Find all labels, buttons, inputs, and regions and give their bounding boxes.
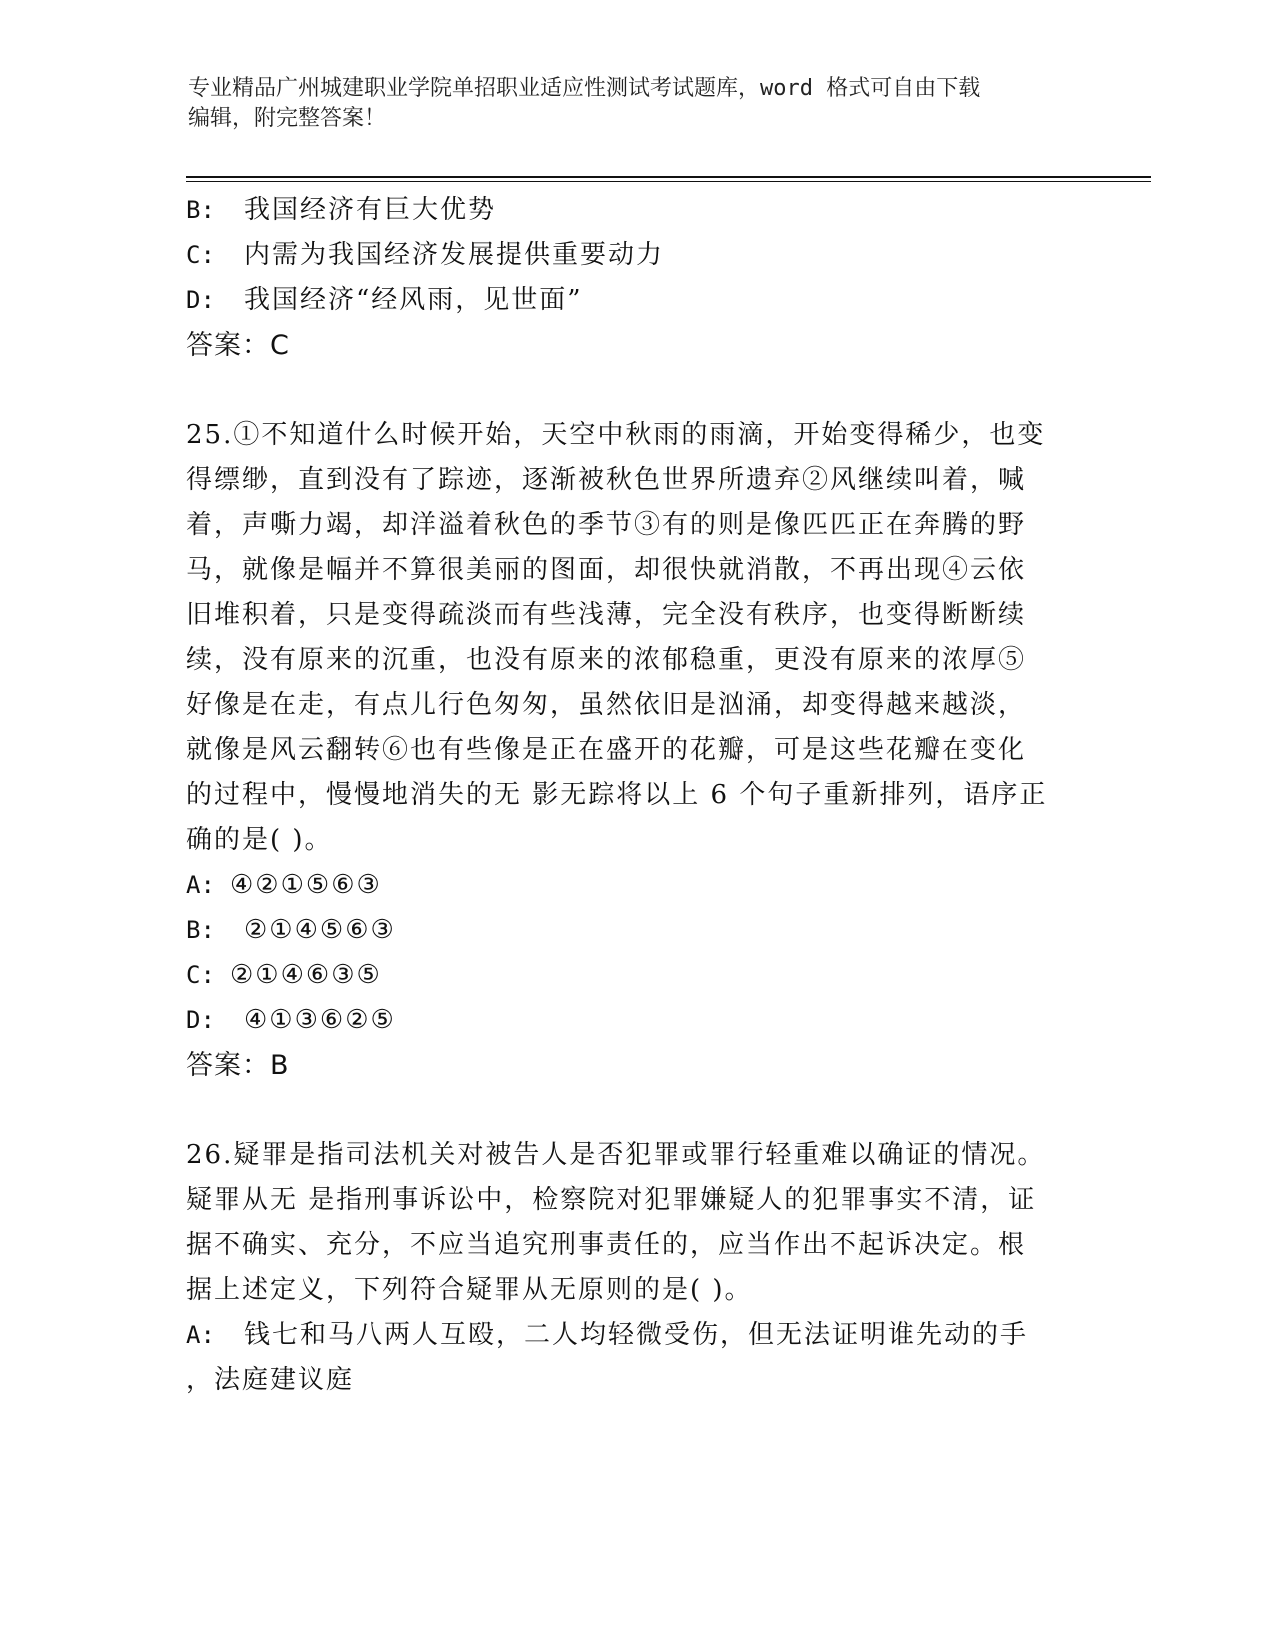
q26-stem-line: 据上述定义，下列符合疑罪从无原则的是( )。: [186, 1275, 753, 1305]
q26-stem-line: 疑罪从无 是指刑事诉讼中，检察院对犯罪嫌疑人的犯罪事实不清，证: [186, 1185, 1037, 1215]
q26-stem-line: 据不确实、充分，不应当追究刑事责任的，应当作出不起诉决定。根: [186, 1230, 1027, 1260]
option-text: ②①④⑥③⑤: [230, 960, 382, 990]
q25-stem-line: 就像是风云翻转⑥也有些像是正在盛开的花瓣，可是这些花瓣在变化: [186, 735, 1027, 765]
q25-stem-line: 旧堆积着，只是变得疏淡而有些浅薄，完全没有秩序，也变得断断续: [186, 600, 1027, 630]
document-body: [186, 188, 1086, 1403]
q25-option-c: [186, 953, 1086, 998]
option-text: 我国经济有巨大优势: [244, 195, 497, 225]
q24-answer: 答案：C: [186, 330, 290, 361]
page-header: [188, 74, 1068, 134]
header-line-1: 专业精品广州城建职业学院单招职业适应性测试考试题库，word 格式可自由下载: [188, 76, 981, 101]
option-letter: B:: [186, 916, 215, 944]
option-letter: D:: [186, 1006, 215, 1034]
q25-stem-line: 的过程中，慢慢地消失的无 影无踪将以上 6 个句子重新排列，语序正: [186, 780, 1048, 810]
option-letter: D:: [186, 286, 215, 314]
q25-option-d: [186, 998, 1086, 1043]
option-letter: C:: [186, 961, 215, 989]
header-line-2: 编辑，附完整答案！: [188, 106, 387, 131]
q25-stem-line: 好像是在走，有点儿行色匆匆，虽然依旧是汹涌，却变得越来越淡，: [186, 690, 1027, 720]
option-text: 我国经济“经风雨，见世面”: [244, 285, 583, 315]
option-text: ④①③⑥②⑤: [244, 1005, 396, 1035]
option-letter: A:: [186, 871, 215, 899]
option-letter: C:: [186, 241, 215, 269]
option-text: 钱七和马八两人互殴，二人均轻微受伤，但无法证明谁先动的手: [244, 1320, 1029, 1350]
option-text: ④②①⑤⑥③: [230, 870, 382, 900]
q25-stem-line: 25.①不知道什么时候开始，天空中秋雨的雨滴，开始变得稀少，也变: [186, 420, 1046, 450]
q25-stem-line: 着，声嘶力竭，却洋溢着秋色的季节③有的则是像匹匹正在奔腾的野: [186, 510, 1027, 540]
q25-answer: 答案：B: [186, 1050, 290, 1081]
q25-option-a: [186, 863, 1086, 908]
q26-option-a: [186, 1313, 1086, 1358]
spacer: [186, 369, 1086, 413]
q25-stem-line: 续，没有原来的沉重，也没有原来的浓郁稳重，更没有原来的浓厚⑤: [186, 645, 1027, 675]
q26-option-a-continuation: ，法庭建议庭: [186, 1365, 355, 1395]
q24-option-b: [186, 188, 1086, 233]
question-25: [186, 413, 1086, 1089]
q25-stem-line: 马，就像是幅并不算很美丽的图面，却很快就消散，不再出现④云依: [186, 555, 1027, 585]
question-26: [186, 1133, 1086, 1403]
question-24: [186, 188, 1086, 369]
header-divider-thin: [186, 181, 1151, 182]
q24-option-c: [186, 233, 1086, 278]
header-divider-thick: [186, 176, 1151, 178]
q26-stem-line: 26.疑罪是指司法机关对被告人是否犯罪或罪行轻重难以确证的情况。: [186, 1140, 1046, 1170]
option-text: ②①④⑤⑥③: [244, 915, 396, 945]
option-letter: B:: [186, 196, 215, 224]
spacer: [186, 1089, 1086, 1133]
q25-stem-line: 得缥缈，直到没有了踪迹，逐渐被秋色世界所遗弃②风继续叫着，喊: [186, 465, 1027, 495]
q24-option-d: [186, 278, 1086, 323]
q25-stem-line: 确的是( )。: [186, 825, 333, 855]
option-text: 内需为我国经济发展提供重要动力: [244, 240, 665, 270]
q25-option-b: [186, 908, 1086, 953]
option-letter: A:: [186, 1321, 215, 1349]
